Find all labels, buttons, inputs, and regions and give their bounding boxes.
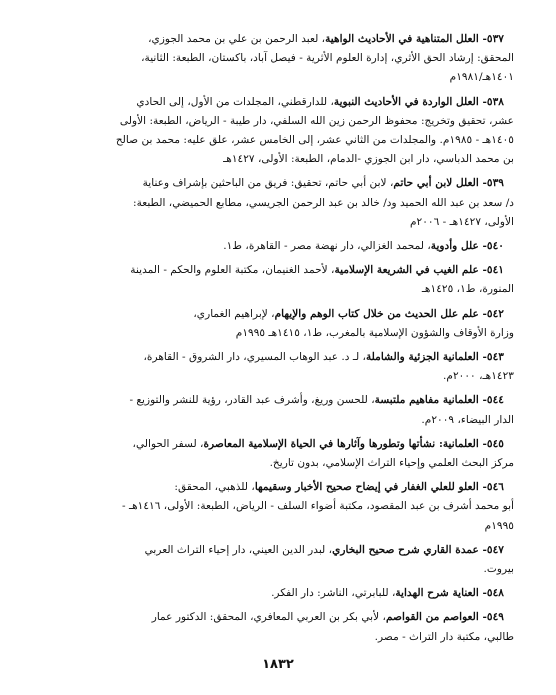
entry-continuation-line: مركز البحث العلمي وإحياء التراث الإسلامي، بدون تاريخ.: [269, 457, 514, 470]
bibliography-entry: [44, 174, 514, 232]
entry-title: العلل لابن أبي حاتم: [393, 177, 479, 190]
entry-continuation-line: أبو محمد أشرف بن عبد المقصود، مكتبة أضواء السلف - الرياض، الطبعة: الأولى، ١٤١٦هـ -: [122, 500, 514, 513]
entry-number: ٥٤٨-: [478, 587, 504, 600]
entry-title: علم علل الحديث من خلال كتاب الوهم والإيهام: [274, 307, 479, 320]
entry-continuation-line: عشر، تحقيق وتخريج: محفوظ الرحمن زين الله السلفي، دار طيبة - الرياض، الطبعة: الأولى: [119, 114, 514, 127]
bibliography-entry: [44, 391, 514, 429]
entry-title: العلمانية مفاهيم ملتبسة: [374, 394, 479, 407]
bibliography-entry: [44, 478, 514, 536]
entry-number: ٥٣٧-: [478, 33, 504, 45]
entry-title: العلمانية الجزئية والشاملة: [365, 351, 479, 364]
entry-title: عمدة القاري شرح صحيح البخاري: [332, 543, 479, 556]
entry-title: العناية شرح الهداية: [395, 587, 479, 600]
entry-first-line: [44, 541, 514, 560]
entry-details: ، للدارقطني، المجلدات من الأول، إلى الحادي: [136, 95, 334, 108]
entry-first-line: [44, 584, 514, 603]
entry-details: ، للحسن وريغ، وأشرف عبد القادر، رؤية للنشر والتوزيع -: [129, 394, 375, 407]
entry-continuation-line: المحقق: إرشاد الحق الأثري، إدارة العلوم الأثرية - فيصل آباد، باكستان، الطبعة: الثانية،: [141, 52, 514, 65]
entry-continuation-line: وزارة الأوقاف والشؤون الإسلامية بالمغرب، ط١، ١٤١٥هـ ١٩٩٥م: [235, 326, 514, 339]
entry-number: ٥٤٥-: [478, 437, 504, 450]
entries-list: [44, 30, 514, 647]
bibliography-entry: [44, 261, 514, 299]
entry-first-line: [44, 174, 514, 193]
entry-number: ٥٤١-: [478, 264, 504, 277]
entry-continuation-line: ١٩٩٥م: [484, 519, 514, 532]
entry-title: العلمانية: نشأتها وتطورها وآثارها في الحياة الإسلامية المعاصرة: [203, 437, 479, 450]
entry-number: ٥٤٩-: [478, 611, 504, 624]
entry-first-line: [44, 93, 514, 112]
bibliography-entry: [44, 305, 514, 343]
entry-continuation-line: الأولى، ١٤٢٧هـ - ٢٠٠٦م: [409, 215, 514, 228]
bibliography-entry: [44, 435, 514, 473]
entry-title: العلل الواردة في الأحاديث النبوية: [333, 95, 479, 108]
entry-continuation-line: ١٤٠٥هـ - ١٩٨٥م. والمجلدات من الثاني عشر، إلى الخامس عشر، علق عليه: محمد بن صالح: [115, 134, 514, 147]
entry-number: ٥٣٩-: [478, 177, 504, 190]
entry-continuation-line: ١٤٢٣هـ، ٢٠٠٠م.: [443, 370, 514, 383]
entry-continuation-line: بيروت.: [483, 563, 514, 576]
entry-details: ، لأبي بكر بن العربي المعافري، المحقق: الدكتور عمار: [151, 611, 386, 624]
entry-title: علل وأدوية: [430, 240, 479, 253]
entry-continuation-line: طالبي، مكتبة دار التراث - مصر.: [374, 630, 514, 643]
bibliography-page: [44, 30, 514, 652]
bibliography-entry: [44, 608, 514, 646]
entry-first-line: [44, 608, 514, 627]
entry-first-line: [44, 478, 514, 497]
entry-number: ٥٤٤-: [478, 394, 504, 407]
entry-continuation-line: بن محمد الدباسي، دار ابن الجوزي -الدمام، الطبعة: الأولى، ١٤٢٧هـ: [223, 153, 514, 166]
entry-continuation-line: د/ سعد بن عبد الله الحميد ود/ خالد بن عبد الرحمن الجريسي، مطابع الحميضي، الطبعة:: [133, 196, 514, 209]
entry-first-line: [44, 305, 514, 324]
entry-continuation-line: الدار البيضاء، ٢٠٠٩م.: [421, 413, 514, 426]
entry-details: ، لعبد الرحمن بن علي بن محمد الجوزي،: [148, 33, 326, 45]
entry-number: ٥٤٧-: [478, 543, 504, 556]
entry-details: ، لإبراهيم الغماري،: [193, 307, 275, 320]
entry-details: ، لبدر الدين العيني، دار إحياء التراث العربي: [144, 543, 333, 556]
bibliography-entry: [44, 584, 514, 603]
entry-first-line: [44, 30, 514, 49]
bibliography-entry: [44, 541, 514, 579]
entry-number: ٥٤٢-: [478, 307, 504, 320]
entry-title: العلو للعلي الغفار في إيضاح صحيح الأخبار وسقيمها: [254, 481, 479, 494]
entry-continuation-line: المنورة، ط١، ١٤٢٥هـ: [421, 283, 514, 296]
entry-continuation-line: ١٤٠١هـ/١٩٨١م: [449, 71, 514, 84]
entry-title: العواصم من القواصم: [385, 611, 479, 624]
bibliography-entry: [44, 93, 514, 170]
entry-number: ٥٣٨-: [478, 95, 504, 108]
bibliography-entry: [44, 237, 514, 256]
entry-title: العلل المتناهية في الأحاديث الواهية: [325, 33, 479, 45]
bibliography-entry: [44, 30, 514, 88]
entry-first-line: [44, 391, 514, 410]
entry-first-line: [44, 237, 514, 256]
entry-details: ، لسفر الحوالي،: [132, 437, 204, 450]
entry-details: ، لأحمد الغنيمان، مكتبة العلوم والحكم - المدينة: [130, 264, 335, 277]
entry-details: ، لابن أبي حاتم، تحقيق: فريق من الباحثين بإشراف وعناية: [142, 177, 394, 190]
entry-details: ، لـ د. عبد الوهاب المسيري، دار الشروق - القاهرة،: [143, 351, 366, 364]
bibliography-entry: [44, 348, 514, 386]
entry-number: ٥٤٦-: [478, 481, 504, 494]
entry-details: ، للبابرتي، الناشر: دار الفكر.: [271, 587, 396, 600]
entry-first-line: [44, 348, 514, 367]
entry-first-line: [44, 435, 514, 454]
entry-title: علم الغيب في الشريعة الإسلامية: [334, 264, 479, 277]
entry-details: ، لمحمد الغزالي، دار نهضة مصر - القاهرة، ط١.: [223, 240, 431, 253]
entry-number: ٥٤٠-: [478, 240, 504, 253]
entry-first-line: [44, 261, 514, 280]
entry-number: ٥٤٣-: [478, 351, 504, 364]
page-number: ١٨٣٢: [262, 657, 294, 672]
entry-details: ، للذهبي، المحقق:: [174, 481, 255, 494]
